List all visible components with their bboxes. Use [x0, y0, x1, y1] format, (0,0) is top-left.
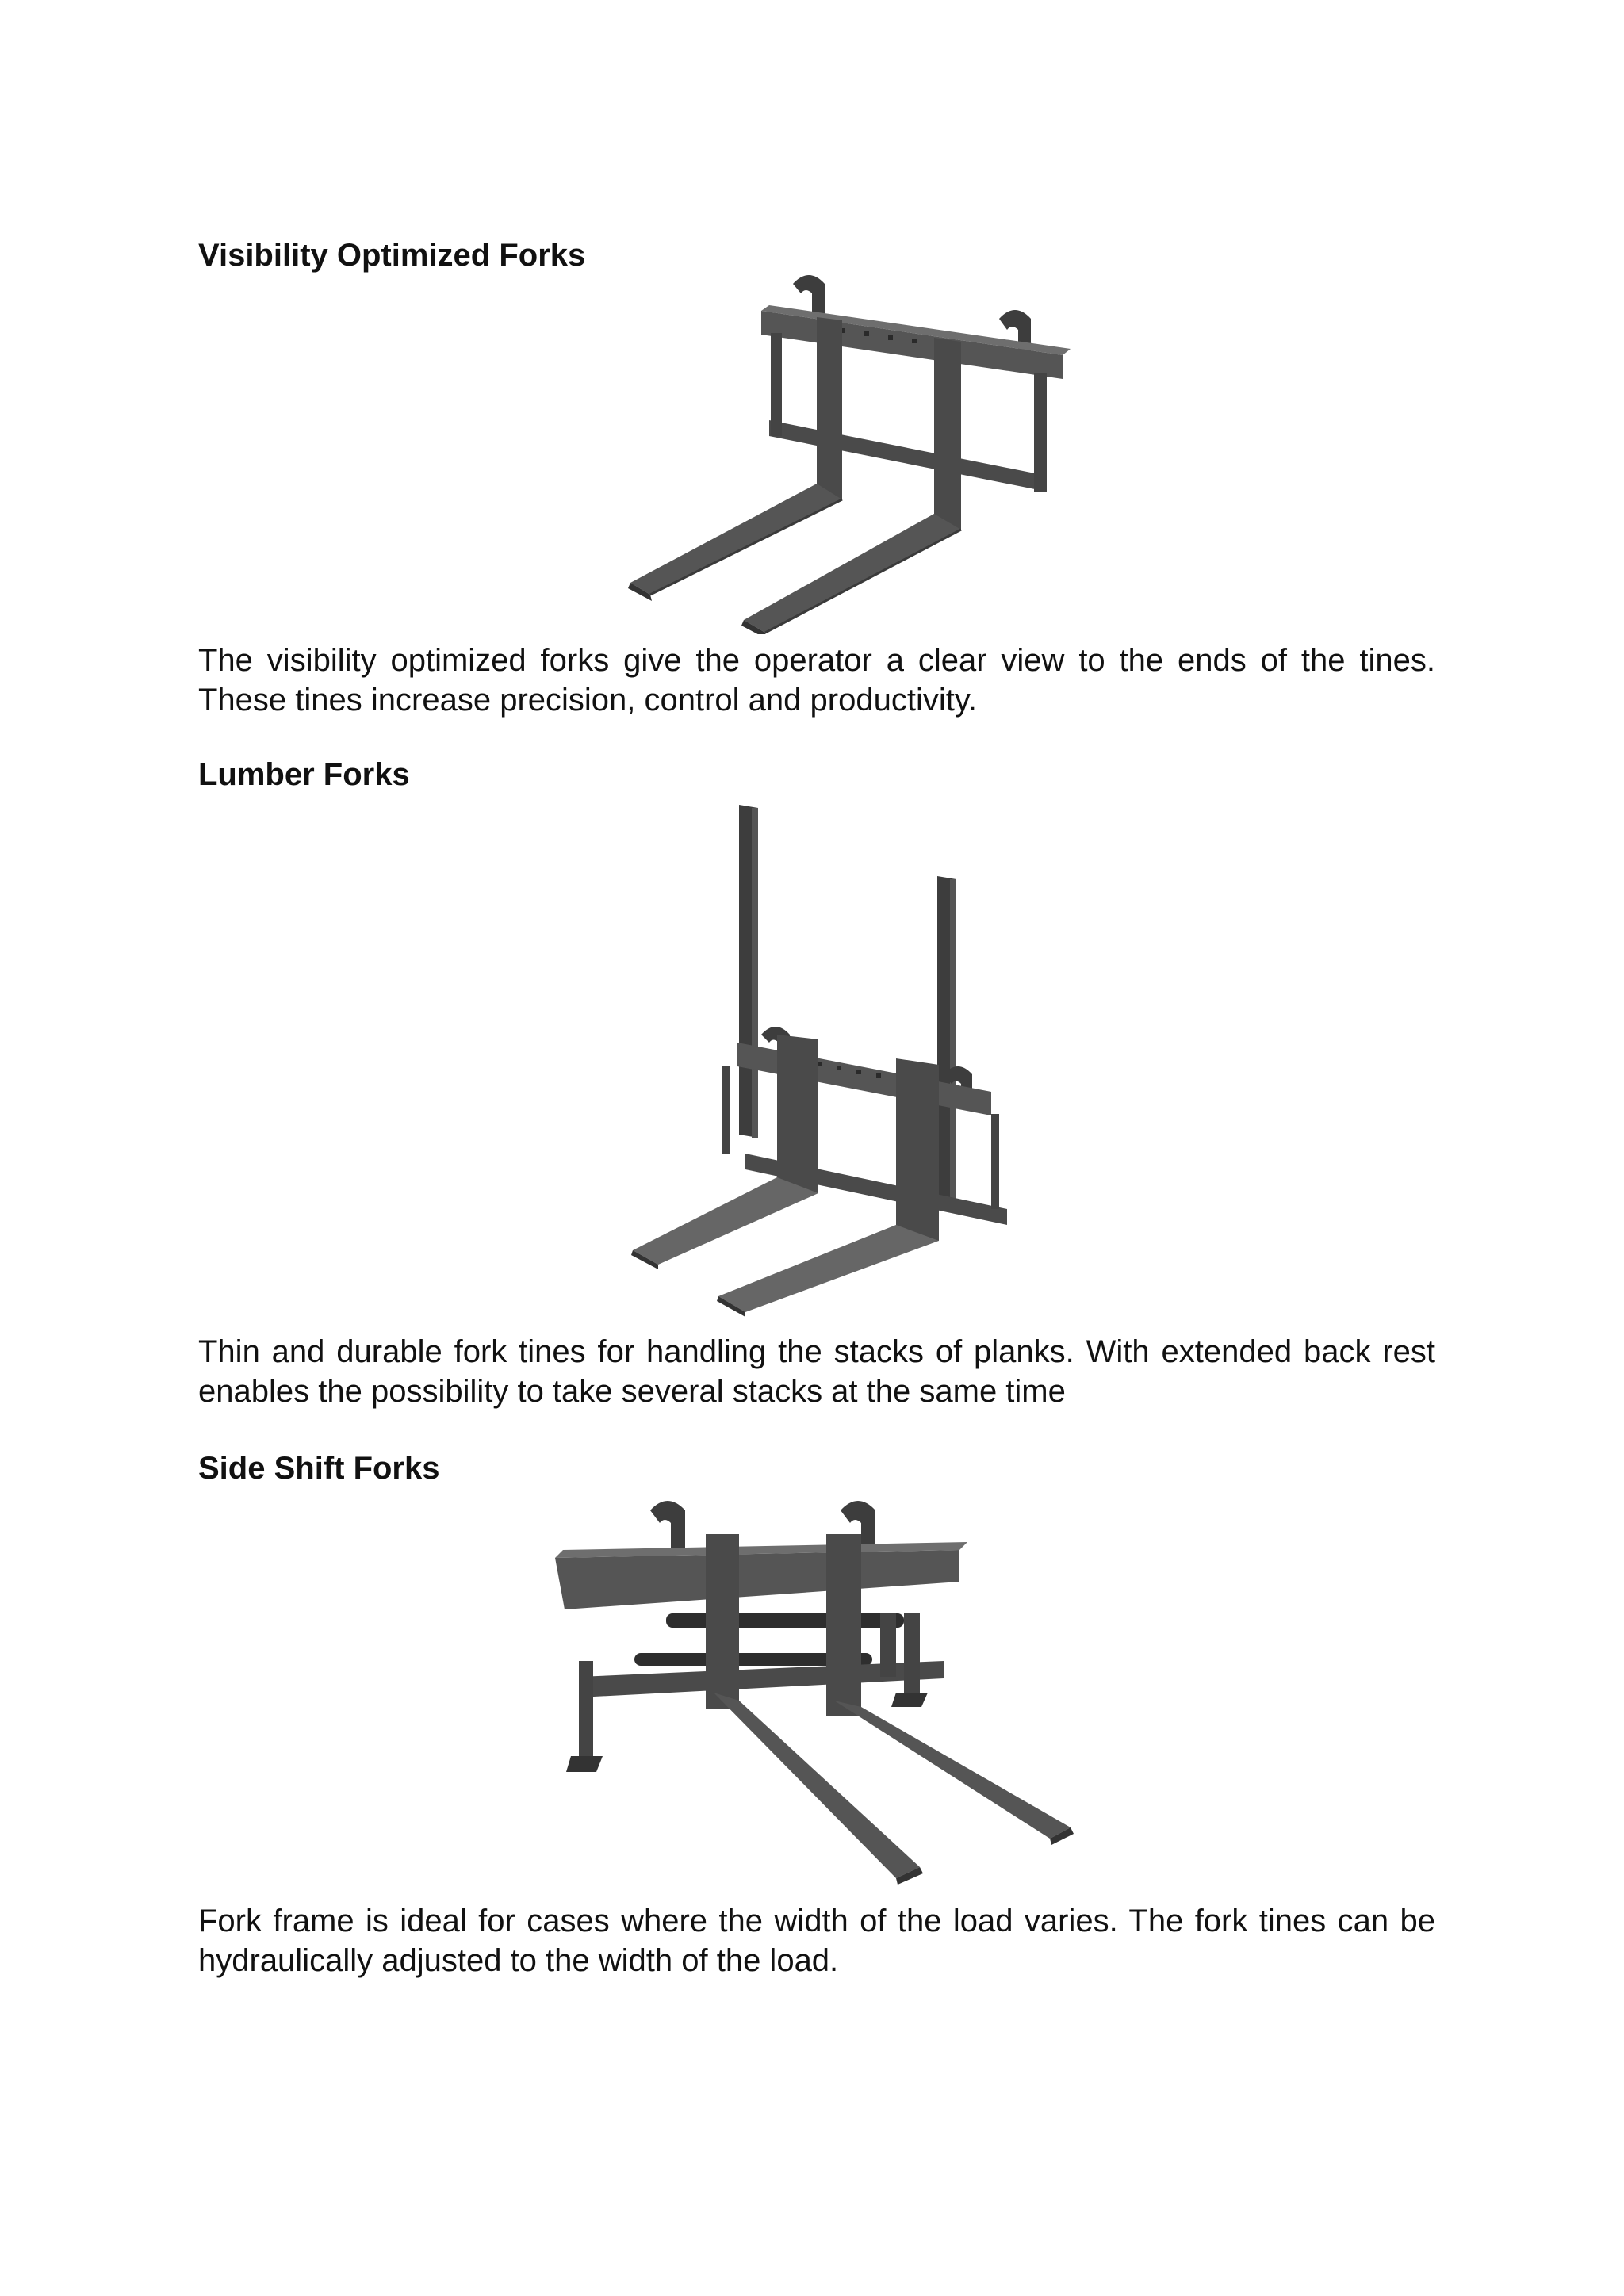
fork-frame-icon	[555, 262, 1094, 634]
lumber-forks-illustration	[611, 797, 1023, 1320]
description-line: Fork frame is ideal for cases where the width of the load varies. The fork tines can be	[198, 1904, 1435, 1938]
section-heading-visibility-optimized-forks: Visibility Optimized Forks	[198, 238, 586, 273]
section-description-visibility-optimized-forks	[198, 641, 1435, 720]
description-line: enables the possibility to take several stacks at the same time	[198, 1374, 1066, 1409]
description-line: Thin and durable fork tines for handling the stacks of planks. With extended back rest	[198, 1334, 1435, 1369]
section-description-side-shift-forks	[198, 1901, 1435, 1980]
description-line: hydraulically adjusted to the width of the load.	[198, 1943, 839, 1978]
side-shift-fork-frame-icon	[547, 1494, 1086, 1891]
side-shift-forks-illustration	[547, 1494, 1086, 1891]
lumber-fork-frame-icon	[611, 797, 1023, 1320]
section-heading-lumber-forks: Lumber Forks	[198, 757, 410, 792]
section-heading-side-shift-forks: Side Shift Forks	[198, 1451, 440, 1486]
description-line: The visibility optimized forks give the operator a clear view to the ends of the tines.	[198, 643, 1435, 678]
section-description-lumber-forks	[198, 1332, 1435, 1411]
visibility-optimized-forks-illustration	[555, 262, 1094, 634]
description-line: These tines increase precision, control and productivity.	[198, 683, 977, 718]
